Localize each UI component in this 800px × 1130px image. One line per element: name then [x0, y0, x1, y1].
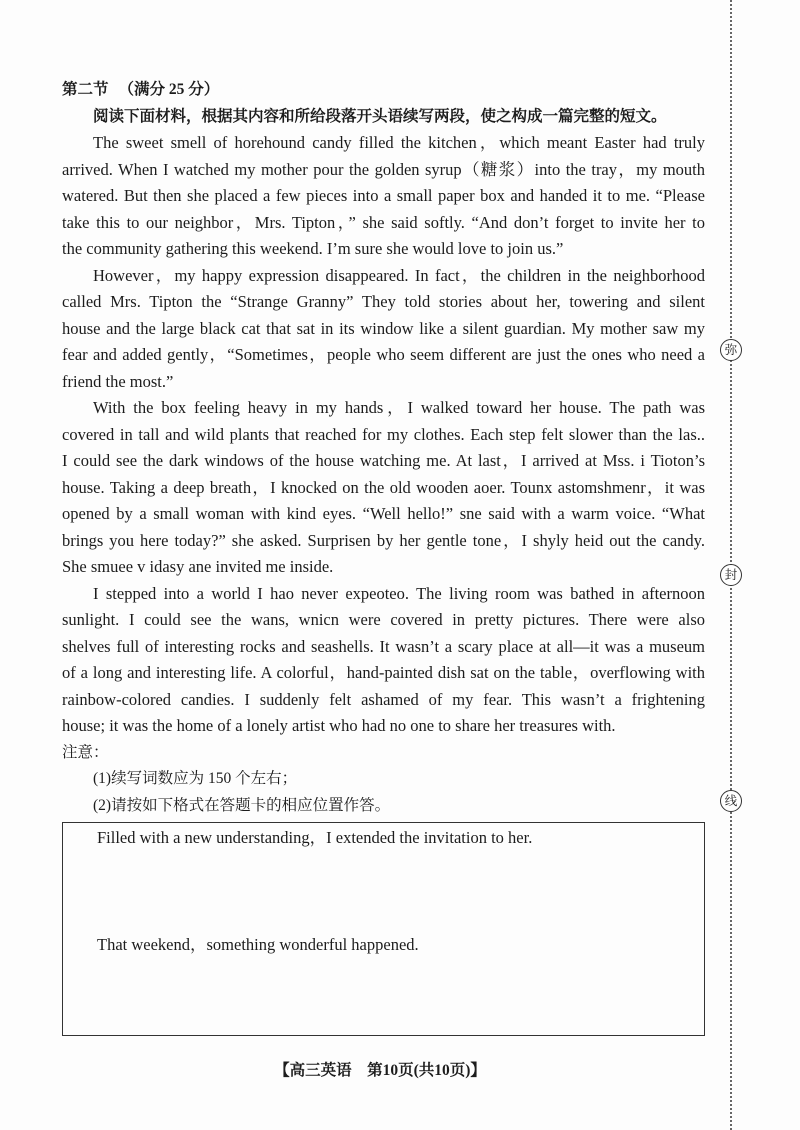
- paragraph-opening-2: That weekend，something wonderful happened.: [97, 935, 419, 954]
- passage-line: take this to our neighbor，Mrs. Tipton，” she said softly. “And don’t forget to invite her to: [62, 212, 705, 232]
- binding-mark-feng: 封: [720, 564, 742, 586]
- passage-line: sunlight. I could see the wans, wnicn were covered in pretty pictures. There were also: [62, 610, 705, 629]
- passage-line: covered in tall and wild plants that reached for my clothes. Each step felt slower than the las..: [62, 424, 705, 444]
- passage-line: house and the large black cat that sat in its window like a silent guardian. My mother saw my: [62, 318, 705, 338]
- passage-line: friend the most.”: [62, 371, 174, 391]
- passage-line: However，my happy expression disappeared. In fact，the children in the neighborhood: [93, 265, 705, 285]
- passage-line: With the box feeling heavy in my hands，I walked toward her house. The path was: [93, 398, 705, 417]
- passage-line: I stepped into a world I hao never expeoteo. The living room was bathed in afternoon: [93, 583, 705, 603]
- page-footer: 【高三英语 第10页(共10页)】: [274, 1062, 486, 1079]
- paragraph-2: [62, 263, 705, 396]
- passage-line: shelves full of interesting rocks and seashells. It wasn’t a scary place at all—it was a museum: [62, 636, 705, 656]
- paragraph-4: [62, 581, 705, 740]
- passage-line: fear and added gently，“Sometimes，people who seem different are just the ones who need a: [62, 345, 705, 364]
- answer-format-box: [62, 822, 705, 1036]
- passage-line: opened by a small woman with kind eyes. “Well hello!” sne said with a warm voice. “What: [62, 504, 705, 523]
- passage-line: the community gathering this weekend. I’m sure she would love to join us.”: [62, 239, 564, 258]
- note-item: (2)请按如下格式在答题卡的相应位置作答。: [93, 796, 391, 814]
- passage-line: brings you here today?” she asked. Surprisen by her gentle tone，I shyly heid out the candy.: [62, 530, 705, 550]
- section-header: [62, 77, 705, 104]
- passage-line: called Mrs. Tipton the “Strange Granny” They told stories about her, towering and silent: [62, 292, 705, 311]
- question-content: [62, 77, 705, 819]
- passage-line: house; it was the home of a lonely artist who had no one to share her treasures with.: [62, 716, 616, 735]
- section-score-note: （满分 25 分）: [118, 81, 220, 98]
- passage-line: I could see the dark windows of the house watching me. At last，I arrived at Mss. i Tioton’s: [62, 451, 705, 470]
- section-instruction: 阅读下面材料，根据其内容和所给段落开头语续写两段，使之构成一篇完整的短文。: [93, 107, 667, 125]
- passage-line: watered. But then she placed a few pieces into a small paper box and handed it to me. “Please: [62, 186, 705, 205]
- passage-line: of a long and interesting life. A colorful，hand-painted dish sat on the table，overflowing with: [62, 663, 705, 682]
- passage-line: The sweet smell of horehound candy filled the kitchen，which meant Easter had truly: [93, 133, 705, 152]
- passage-line: She smuee v idasy ane invited me inside.: [62, 557, 334, 576]
- passage-line: house. Taking a deep breath，I knocked on the old wooden aoer. Tounx astomshmenr，it was: [62, 477, 705, 497]
- passage-line: arrived. When I watched my mother pour the golden syrup（糖浆）into the tray，my mouth: [62, 159, 705, 179]
- paragraph-opening-1: Filled with a new understanding，I extended the invitation to her.: [97, 828, 533, 847]
- paragraph-1: [62, 130, 705, 263]
- binding-mark-mi: 弥: [720, 339, 742, 361]
- notes-heading: 注意：: [62, 743, 109, 761]
- binding-mark-xian: 线: [720, 790, 742, 812]
- paragraph-3: [62, 395, 705, 581]
- section-title: 第二节: [62, 81, 109, 98]
- note-item: (1)续写词数应为 150 个左右；: [93, 770, 298, 787]
- passage-line: rainbow-colored candies. I suddenly felt ashamed of my fear. This wasn’t a frightening: [62, 689, 705, 709]
